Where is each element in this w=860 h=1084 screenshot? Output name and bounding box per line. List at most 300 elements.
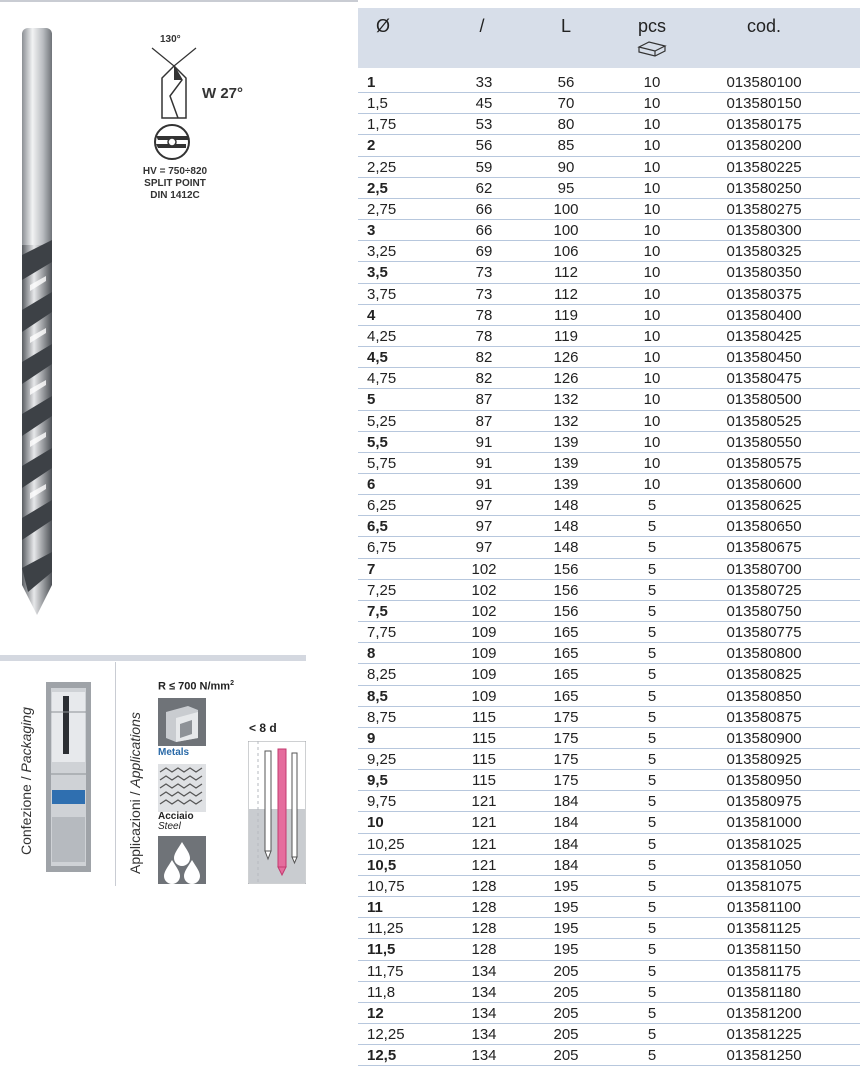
cell-pcs: 5 xyxy=(647,708,657,726)
cell-diameter: 10,75 xyxy=(367,877,405,895)
cell-flute-length: 91 xyxy=(475,433,493,451)
cell-pcs: 5 xyxy=(647,602,657,620)
cell-flute-length: 78 xyxy=(475,327,493,345)
table-row xyxy=(358,368,860,389)
cell-code: 013580475 xyxy=(726,370,802,388)
cell-total-length: 205 xyxy=(553,1004,579,1022)
cell-code: 013580750 xyxy=(726,602,802,620)
cell-code: 013580425 xyxy=(726,327,802,345)
cell-code: 013580350 xyxy=(726,264,802,282)
cell-diameter: 11,25 xyxy=(367,920,404,938)
cell-code: 013581250 xyxy=(726,1047,802,1065)
cell-pcs: 10 xyxy=(643,137,661,155)
cell-diameter: 9,75 xyxy=(367,793,397,811)
cell-diameter: 6,25 xyxy=(367,497,397,515)
cell-code: 013580850 xyxy=(726,687,802,705)
cell-flute-length: 109 xyxy=(471,666,497,684)
cell-diameter: 4,75 xyxy=(367,370,397,388)
table-row xyxy=(358,157,860,178)
cell-pcs: 5 xyxy=(647,1026,657,1044)
cell-total-length: 126 xyxy=(553,349,579,367)
cell-code: 013581125 xyxy=(727,920,801,938)
cell-total-length: 100 xyxy=(553,222,579,240)
cell-total-length: 205 xyxy=(553,962,579,980)
cell-code: 013581050 xyxy=(726,856,802,874)
cell-flute-length: 97 xyxy=(475,539,493,557)
cell-pcs: 10 xyxy=(643,370,661,388)
cell-flute-length: 115 xyxy=(472,751,496,768)
table-row xyxy=(358,241,860,262)
pcs-box-icon xyxy=(637,40,667,58)
cell-code: 013580725 xyxy=(726,581,802,599)
cell-code: 013580625 xyxy=(726,497,802,515)
split-point-text: SPLIT POINT xyxy=(144,178,206,189)
cell-total-length: 139 xyxy=(553,433,579,451)
table-row xyxy=(358,770,860,791)
cell-total-length: 95 xyxy=(557,179,575,197)
cross-section-icon xyxy=(150,122,194,162)
table-row xyxy=(358,1003,860,1024)
cell-total-length: 175 xyxy=(553,729,579,747)
table-row xyxy=(358,982,860,1003)
cell-diameter: 5,25 xyxy=(367,412,397,430)
table-row xyxy=(358,1045,860,1066)
cell-flute-length: 97 xyxy=(475,518,493,536)
cell-diameter: 10 xyxy=(367,814,384,832)
cell-total-length: 106 xyxy=(553,243,579,261)
cell-flute-length: 45 xyxy=(475,95,493,113)
table-row xyxy=(358,516,860,537)
cell-code: 013580525 xyxy=(726,412,802,430)
cell-flute-length: 134 xyxy=(471,1047,497,1065)
hardness-text: HV = 750÷820 xyxy=(142,166,208,177)
cell-pcs: 5 xyxy=(647,772,657,790)
table-row xyxy=(358,1024,860,1045)
cell-total-length: 184 xyxy=(553,793,579,811)
cell-diameter: 3,5 xyxy=(367,264,388,282)
cell-flute-length: 121 xyxy=(471,835,497,853)
table-row xyxy=(358,918,860,939)
cell-code: 013580775 xyxy=(726,624,802,642)
cell-pcs: 5 xyxy=(647,1004,657,1022)
cell-pcs: 5 xyxy=(647,835,657,853)
cell-total-length: 56 xyxy=(557,74,575,91)
cell-flute-length: 78 xyxy=(475,306,493,324)
table-row xyxy=(358,622,860,643)
cell-total-length: 165 xyxy=(553,687,579,705)
steel-caption-en: Steel xyxy=(158,821,181,832)
cell-pcs: 10 xyxy=(643,95,661,113)
cell-code: 013580925 xyxy=(726,751,802,768)
table-row xyxy=(358,326,860,347)
cell-pcs: 10 xyxy=(643,306,661,324)
cell-flute-length: 109 xyxy=(471,687,497,705)
cell-pcs: 5 xyxy=(647,687,657,705)
table-row xyxy=(358,559,860,580)
table-row xyxy=(358,135,860,156)
cell-code: 013580300 xyxy=(726,222,802,240)
cell-flute-length: 128 xyxy=(471,899,497,917)
cell-total-length: 70 xyxy=(557,95,575,113)
cell-flute-length: 69 xyxy=(475,243,493,261)
table-row xyxy=(358,432,860,453)
applications-label: Applicazioni / Applications xyxy=(127,712,143,874)
cell-code: 013581025 xyxy=(726,835,802,853)
cell-code: 013580100 xyxy=(726,74,802,91)
cell-pcs: 10 xyxy=(643,285,661,303)
cell-total-length: 126 xyxy=(553,370,579,388)
cell-flute-length: 102 xyxy=(471,560,497,578)
table-row xyxy=(358,939,860,960)
cell-code: 013581100 xyxy=(727,899,801,917)
table-row xyxy=(358,643,860,664)
cell-code: 013580700 xyxy=(726,560,802,578)
cell-pcs: 5 xyxy=(647,729,657,747)
cell-diameter: 3,25 xyxy=(367,243,397,261)
cell-flute-length: 56 xyxy=(475,137,493,155)
standard-text: DIN 1412C xyxy=(150,190,200,201)
cell-flute-length: 102 xyxy=(471,581,497,599)
split-point-icon xyxy=(148,46,200,126)
cell-total-length: 85 xyxy=(557,137,575,155)
table-row xyxy=(358,199,860,220)
cell-pcs: 5 xyxy=(647,560,657,578)
cell-pcs: 10 xyxy=(643,264,661,282)
table-row xyxy=(358,812,860,833)
cell-total-length: 119 xyxy=(554,306,578,324)
cell-diameter: 11,8 xyxy=(367,983,396,1001)
table-row xyxy=(358,220,860,241)
cell-diameter: 1,5 xyxy=(367,95,388,113)
cell-pcs: 5 xyxy=(647,814,657,832)
cell-flute-length: 102 xyxy=(471,602,497,620)
table-row xyxy=(358,453,860,474)
cell-total-length: 139 xyxy=(553,475,579,493)
cell-diameter: 4,25 xyxy=(367,327,397,345)
cell-total-length: 132 xyxy=(553,412,579,430)
cell-code: 013580675 xyxy=(726,539,802,557)
cell-pcs: 5 xyxy=(647,497,657,515)
cell-diameter: 10,25 xyxy=(367,835,405,853)
table-row xyxy=(358,93,860,114)
cell-diameter: 8 xyxy=(367,645,376,663)
cell-pcs: 5 xyxy=(647,920,657,938)
cell-code: 013580375 xyxy=(726,285,802,303)
cell-pcs: 5 xyxy=(647,624,657,642)
cell-diameter: 3 xyxy=(367,222,376,240)
cell-diameter: 4 xyxy=(367,306,376,324)
table-row xyxy=(358,114,860,135)
cell-pcs: 5 xyxy=(647,1047,657,1065)
table-row xyxy=(358,728,860,749)
cell-diameter: 6,75 xyxy=(367,539,397,557)
cell-flute-length: 115 xyxy=(472,729,496,747)
table-row xyxy=(358,686,860,707)
cell-code: 013581000 xyxy=(726,814,802,832)
cell-pcs: 10 xyxy=(643,349,661,367)
cell-code: 013580950 xyxy=(726,772,802,790)
cell-pcs: 5 xyxy=(647,877,657,895)
cell-total-length: 195 xyxy=(553,899,579,917)
cell-code: 013580225 xyxy=(726,158,802,176)
header-flute-length: / xyxy=(479,16,485,36)
cell-total-length: 132 xyxy=(553,391,579,409)
cell-flute-length: 121 xyxy=(471,793,497,811)
helix-angle-label: W 27° xyxy=(202,85,244,102)
cell-code: 013580150 xyxy=(726,95,802,113)
cell-diameter: 7 xyxy=(367,560,376,578)
cell-flute-length: 109 xyxy=(471,645,497,663)
cell-total-length: 156 xyxy=(553,560,579,578)
cell-flute-length: 121 xyxy=(471,814,497,832)
cell-diameter: 8,5 xyxy=(367,687,388,705)
cell-pcs: 5 xyxy=(647,581,657,599)
header-length: L xyxy=(560,16,571,36)
drill-spec-block xyxy=(110,30,260,210)
cell-flute-length: 109 xyxy=(471,624,497,642)
cell-total-length: 175 xyxy=(553,751,579,768)
cell-total-length: 175 xyxy=(553,772,579,790)
cell-diameter: 7,5 xyxy=(367,602,388,620)
cell-total-length: 112 xyxy=(554,285,578,303)
cell-total-length: 165 xyxy=(553,666,579,684)
cell-pcs: 5 xyxy=(647,518,657,536)
table-row xyxy=(358,664,860,685)
table-row xyxy=(358,876,860,897)
panel-separator xyxy=(115,662,116,886)
cell-flute-length: 128 xyxy=(471,877,497,895)
cell-pcs: 10 xyxy=(643,243,661,261)
cell-diameter: 9 xyxy=(367,729,376,747)
table-row xyxy=(358,961,860,982)
cell-pcs: 10 xyxy=(643,433,661,451)
cell-diameter: 8,75 xyxy=(367,708,397,726)
cell-diameter: 1 xyxy=(367,74,376,91)
cell-pcs: 10 xyxy=(643,222,661,240)
table-row xyxy=(358,749,860,770)
cell-total-length: 112 xyxy=(554,264,578,282)
cell-flute-length: 115 xyxy=(472,772,496,790)
cell-flute-length: 134 xyxy=(471,1004,497,1022)
cell-flute-length: 82 xyxy=(475,370,493,388)
cell-pcs: 10 xyxy=(643,179,661,197)
cell-code: 013580975 xyxy=(726,793,802,811)
cell-code: 013581180 xyxy=(727,983,801,1001)
cell-diameter: 6 xyxy=(367,475,376,493)
cell-pcs: 5 xyxy=(647,983,657,1001)
cell-flute-length: 134 xyxy=(471,1026,497,1044)
cell-total-length: 184 xyxy=(553,835,579,853)
table-row xyxy=(358,601,860,622)
steel-caption xyxy=(158,812,194,832)
cell-flute-length: 59 xyxy=(475,158,493,176)
cell-flute-length: 66 xyxy=(475,200,493,218)
cell-code: 013580275 xyxy=(726,200,802,218)
drilling-depth-icon xyxy=(248,741,306,884)
cell-code: 013580325 xyxy=(726,243,802,261)
cell-code: 013581200 xyxy=(726,1004,802,1022)
table-row xyxy=(358,411,860,432)
point-angle-label: 130° xyxy=(160,34,181,45)
cell-flute-length: 91 xyxy=(475,475,493,493)
cell-pcs: 5 xyxy=(647,941,657,959)
cell-diameter: 2,5 xyxy=(367,179,388,197)
cell-diameter: 8,25 xyxy=(367,666,397,684)
header-code: cod. xyxy=(746,16,782,36)
cell-flute-length: 33 xyxy=(475,74,493,91)
cell-total-length: 139 xyxy=(553,454,579,472)
cell-total-length: 195 xyxy=(553,877,579,895)
cell-diameter: 5,5 xyxy=(367,433,388,451)
cell-total-length: 205 xyxy=(553,1047,579,1065)
cell-code: 013580400 xyxy=(726,306,802,324)
cell-total-length: 165 xyxy=(553,624,579,642)
table-row xyxy=(358,284,860,305)
table-row xyxy=(358,495,860,516)
table-row xyxy=(358,474,860,495)
table-row xyxy=(358,72,860,93)
product-table-body xyxy=(358,72,860,1066)
cell-code: 013581075 xyxy=(726,877,802,895)
cell-total-length: 100 xyxy=(553,200,579,218)
cell-flute-length: 128 xyxy=(471,941,497,959)
cell-code: 013580550 xyxy=(726,433,802,451)
metals-icon xyxy=(158,698,206,746)
cell-diameter: 2,25 xyxy=(367,158,397,176)
drill-bit-image xyxy=(0,0,60,640)
cell-diameter: 9,5 xyxy=(367,772,388,790)
cell-total-length: 148 xyxy=(553,539,579,557)
cell-total-length: 195 xyxy=(553,941,579,959)
cell-diameter: 6,5 xyxy=(367,518,388,536)
cell-code: 013580825 xyxy=(726,666,802,684)
cell-total-length: 165 xyxy=(553,645,579,663)
table-row xyxy=(358,855,860,876)
cell-diameter: 12,5 xyxy=(367,1047,397,1065)
cell-flute-length: 87 xyxy=(475,391,493,409)
cell-code: 013580900 xyxy=(726,729,802,747)
cell-pcs: 10 xyxy=(643,116,661,134)
cell-pcs: 10 xyxy=(643,412,661,430)
table-row xyxy=(358,537,860,558)
cell-pcs: 10 xyxy=(643,327,661,345)
cell-total-length: 148 xyxy=(553,518,579,536)
cell-code: 013581225 xyxy=(726,1026,802,1044)
cell-pcs: 5 xyxy=(647,666,657,684)
table-row xyxy=(358,707,860,728)
spec-text xyxy=(110,166,240,202)
cell-code: 013581175 xyxy=(727,962,801,980)
cell-pcs: 5 xyxy=(647,793,657,811)
cell-diameter: 11,5 xyxy=(367,941,396,959)
cell-pcs: 5 xyxy=(647,962,657,980)
cell-flute-length: 134 xyxy=(471,962,497,980)
cell-pcs: 5 xyxy=(647,856,657,874)
packaging-label: Confezione / Packaging xyxy=(18,707,34,855)
table-row xyxy=(358,262,860,283)
cell-total-length: 156 xyxy=(553,602,579,620)
cell-total-length: 184 xyxy=(553,814,579,832)
cell-diameter: 3,75 xyxy=(367,285,397,303)
cell-flute-length: 87 xyxy=(475,412,493,430)
cell-diameter: 2 xyxy=(367,137,376,155)
cell-flute-length: 82 xyxy=(475,349,493,367)
cell-code: 013580200 xyxy=(726,137,802,155)
cell-flute-length: 128 xyxy=(471,920,497,938)
cell-flute-length: 115 xyxy=(472,708,496,726)
cell-pcs: 10 xyxy=(643,200,661,218)
cell-diameter: 1,75 xyxy=(367,116,397,134)
table-row xyxy=(358,178,860,199)
cell-total-length: 184 xyxy=(553,856,579,874)
cell-flute-length: 66 xyxy=(475,222,493,240)
table-row xyxy=(358,305,860,326)
cell-total-length: 175 xyxy=(553,708,579,726)
table-row xyxy=(358,791,860,812)
cell-total-length: 205 xyxy=(553,1026,579,1044)
cell-code: 013580450 xyxy=(726,349,802,367)
cell-code: 013580650 xyxy=(726,518,802,536)
cell-total-length: 90 xyxy=(557,158,575,176)
table-row xyxy=(358,347,860,368)
packaging-box-image xyxy=(46,682,91,872)
cell-code: 013580500 xyxy=(726,391,802,409)
cell-diameter: 12,25 xyxy=(367,1026,405,1044)
panel-divider xyxy=(0,655,306,661)
cell-code: 013580250 xyxy=(726,179,802,197)
cell-diameter: 11,75 xyxy=(367,962,404,980)
depth-label: < 8 d xyxy=(249,721,277,735)
table-row xyxy=(358,580,860,601)
cell-flute-length: 121 xyxy=(471,856,497,874)
cell-flute-length: 53 xyxy=(475,116,493,134)
header-pcs: pcs xyxy=(637,16,666,36)
steel-icon xyxy=(158,764,206,812)
cell-total-length: 205 xyxy=(553,983,579,1001)
metals-caption: Metals xyxy=(158,747,190,758)
cell-flute-length: 73 xyxy=(475,264,493,282)
cell-diameter: 12 xyxy=(367,1004,384,1022)
cell-pcs: 10 xyxy=(643,74,661,91)
cell-diameter: 7,75 xyxy=(367,624,397,642)
cell-code: 013581150 xyxy=(727,941,801,959)
cell-flute-length: 62 xyxy=(475,179,493,197)
tensile-strength-label: R ≤ 700 $N/mm^2$ xyxy=(158,680,234,693)
cell-code: 013580800 xyxy=(726,645,802,663)
cell-flute-length: 97 xyxy=(475,497,493,515)
cell-total-length: 119 xyxy=(554,327,578,345)
coolant-drops-icon xyxy=(158,836,206,884)
header-diameter: Ø xyxy=(375,16,390,36)
cell-code: 013580875 xyxy=(726,708,802,726)
cell-code: 013580600 xyxy=(726,475,802,493)
cell-pcs: 5 xyxy=(647,539,657,557)
cell-flute-length: 91 xyxy=(475,454,493,472)
cell-pcs: 10 xyxy=(643,158,661,176)
cell-code: 013580575 xyxy=(726,454,802,472)
cell-diameter: 4,5 xyxy=(367,349,388,367)
cell-diameter: 5 xyxy=(367,391,376,409)
cell-flute-length: 134 xyxy=(471,983,497,1001)
cell-pcs: 10 xyxy=(643,454,661,472)
cell-diameter: 10,5 xyxy=(367,856,397,874)
cell-pcs: 5 xyxy=(647,751,657,768)
cell-pcs: 10 xyxy=(643,391,661,409)
table-row xyxy=(358,389,860,410)
cell-flute-length: 73 xyxy=(475,285,493,303)
cell-pcs: 10 xyxy=(643,475,661,493)
cell-total-length: 80 xyxy=(557,116,575,134)
